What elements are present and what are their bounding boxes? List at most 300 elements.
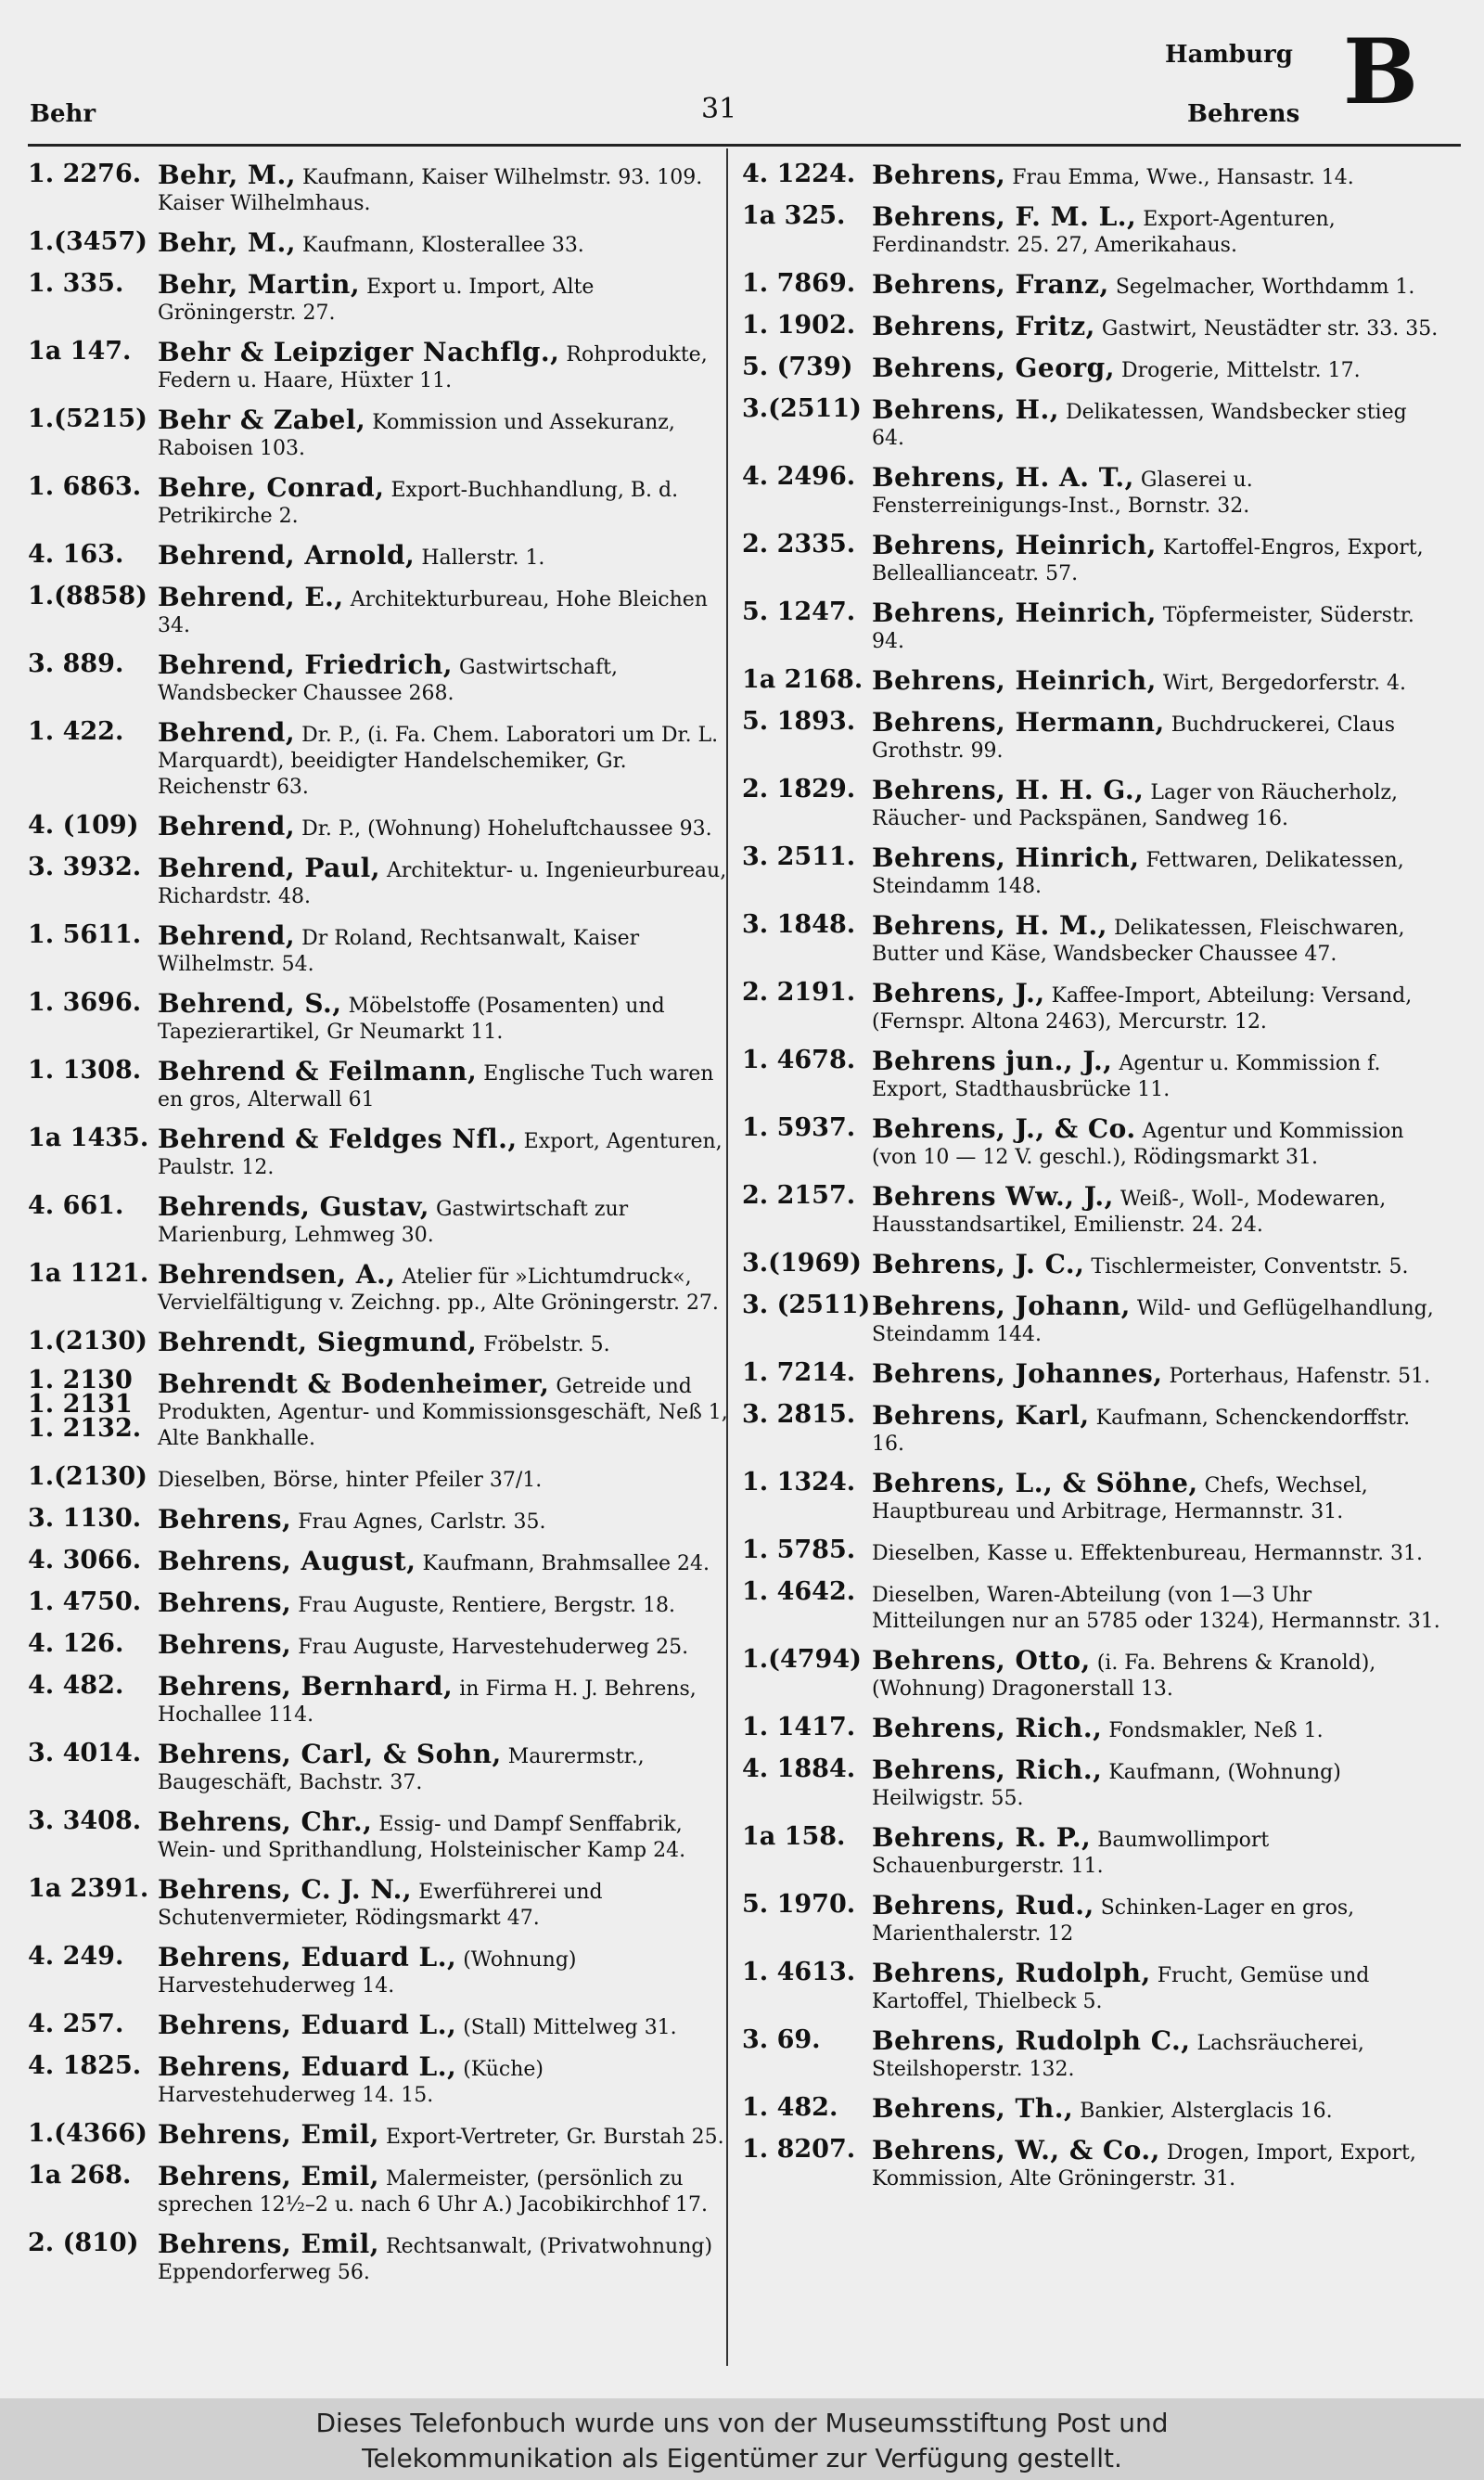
directory-entry bbox=[742, 707, 1442, 765]
phone-number: 1a 1121. bbox=[28, 1259, 149, 1288]
subscriber-name: Behrens, Heinrich, bbox=[872, 598, 1157, 628]
subscriber-name: Behrens, Hermann, bbox=[872, 707, 1165, 738]
phone-number: 1. 422. bbox=[28, 717, 124, 746]
phone-number: 3. 1848. bbox=[742, 910, 856, 939]
directory-entry bbox=[742, 1536, 1442, 1567]
directory-entry bbox=[28, 1671, 728, 1728]
phone-number: 1a 268. bbox=[28, 2161, 132, 2190]
phone-number: 3. 69. bbox=[742, 2025, 821, 2054]
header-letter: B bbox=[1343, 19, 1419, 124]
directory-entry bbox=[28, 920, 728, 978]
entry-text bbox=[872, 462, 1442, 520]
phone-number: 1. 1324. bbox=[742, 1468, 856, 1497]
phone-number: 3.(1969) bbox=[742, 1249, 862, 1278]
entry-text bbox=[872, 1890, 1442, 1947]
phone-number: 1. 6863. bbox=[28, 472, 142, 501]
subscriber-name: Behrend, E., bbox=[158, 582, 344, 612]
subscriber-details: Fettwaren, Delikatessen, Steindamm 148. bbox=[872, 849, 1404, 898]
directory-entry bbox=[742, 201, 1442, 259]
entry-text bbox=[872, 2093, 1442, 2125]
directory-entry bbox=[28, 472, 728, 530]
subscriber-name: Behrens, J., & Co. bbox=[872, 1113, 1136, 1144]
directory-entry bbox=[28, 227, 728, 259]
subscriber-details: Wirt, Bergedorferstr. 4. bbox=[1162, 672, 1406, 695]
subscriber-name: Behrens, Rudolph, bbox=[872, 1958, 1151, 1988]
directory-entry bbox=[742, 1249, 1442, 1280]
entry-text bbox=[158, 1504, 728, 1536]
phone-number: 1. 5785. bbox=[742, 1536, 856, 1564]
entry-text bbox=[872, 598, 1442, 655]
subscriber-name: Behrens, bbox=[158, 1504, 292, 1535]
phone-number: 3. 2815. bbox=[742, 1400, 856, 1429]
phone-number: 2. (810) bbox=[28, 2229, 139, 2257]
subscriber-details: Dieselben, Börse, hinter Pfeiler 37/1. bbox=[158, 1469, 543, 1492]
subscriber-details: Export-Vertreter, Gr. Burstah 25. bbox=[386, 2126, 724, 2149]
directory-entry bbox=[742, 269, 1442, 301]
subscriber-name: Behrens, Bernhard, bbox=[158, 1671, 454, 1702]
subscriber-details: Maurermstr., Baugeschäft, Bachstr. 37. bbox=[158, 1745, 645, 1794]
subscriber-name: Behrens, Rud., bbox=[872, 1890, 1094, 1921]
subscriber-name: Behrendt & Bodenheimer, bbox=[158, 1368, 550, 1399]
directory-entry bbox=[28, 2051, 728, 2109]
subscriber-details: Export-Agenturen, Ferdinandstr. 25. 27, Amerikahaus. bbox=[872, 208, 1336, 257]
subscriber-name: Behrend, bbox=[158, 717, 296, 748]
subscriber-name: Behrens Ww., J., bbox=[872, 1181, 1114, 1212]
phone-number: 1. 5611. bbox=[28, 920, 142, 949]
directory-entry bbox=[28, 2161, 728, 2218]
directory-entry bbox=[28, 405, 728, 462]
phone-number: 5. (739) bbox=[742, 353, 853, 381]
phone-number: 1.(4366) bbox=[28, 2119, 147, 2148]
entry-text bbox=[158, 1462, 728, 1494]
directory-entry bbox=[742, 1713, 1442, 1744]
phone-number: 1a 325. bbox=[742, 201, 846, 230]
subscriber-details: Porterhaus, Hafenstr. 51. bbox=[1169, 1365, 1431, 1388]
entry-text bbox=[158, 811, 728, 842]
header-city: Hamburg bbox=[1165, 41, 1293, 69]
phone-number: 4. 1224. bbox=[742, 160, 856, 188]
phone-number: 4. 249. bbox=[28, 1942, 124, 1971]
header-rule bbox=[28, 144, 1461, 147]
phone-number: 1. 5937. bbox=[742, 1113, 856, 1142]
subscriber-name: Behrens, Th., bbox=[872, 2093, 1074, 2124]
subscriber-name: Behrens, Fritz, bbox=[872, 311, 1095, 341]
subscriber-name: Behrens, bbox=[158, 1587, 292, 1618]
subscriber-name: Behrens, F. M. L., bbox=[872, 201, 1137, 232]
directory-entry bbox=[742, 1291, 1442, 1348]
entry-text bbox=[158, 1874, 728, 1932]
subscriber-name: Behrend & Feldges Nfl., bbox=[158, 1124, 518, 1154]
subscriber-details: Kaufmann, Schenckendorffstr. 16. bbox=[872, 1407, 1411, 1456]
subscriber-details: Möbelstoffe (Posamenten) und Tapezierartikel, Gr Neumarkt 11. bbox=[158, 995, 665, 1044]
subscriber-details: Kartoffel-Engros, Export, Belleallianceatr. 57. bbox=[872, 536, 1424, 585]
subscriber-details: Lager von Räucherholz, Räucher- und Packspänen, Sandweg 16. bbox=[872, 781, 1398, 830]
phone-number: 1. 8207. bbox=[742, 2135, 856, 2164]
subscriber-name: Behrens, Emil, bbox=[158, 2119, 380, 2150]
subscriber-details: Lachsräucherei, Steilshoperstr. 132. bbox=[872, 2032, 1364, 2081]
subscriber-name: Behrens, Franz, bbox=[872, 269, 1109, 300]
entry-text bbox=[158, 1327, 728, 1358]
directory-entry bbox=[28, 2119, 728, 2151]
entry-text bbox=[158, 649, 728, 707]
subscriber-details: Kaufmann, Klosterallee 33. bbox=[302, 234, 584, 257]
entry-text bbox=[158, 1671, 728, 1728]
directory-entry bbox=[742, 160, 1442, 191]
entry-text bbox=[158, 1368, 728, 1452]
directory-entry bbox=[742, 1577, 1442, 1635]
directory-entry bbox=[28, 853, 728, 910]
subscriber-details: Export u. Import, Alte Gröningerstr. 27. bbox=[158, 276, 595, 325]
subscriber-details: Agentur und Kommission (von 10 — 12 V. geschl.), Rödingsmarkt 31. bbox=[872, 1120, 1404, 1169]
directory-entry bbox=[28, 1546, 728, 1577]
directory-entry bbox=[742, 910, 1442, 968]
subscriber-name: Behr & Zabel, bbox=[158, 405, 366, 435]
phone-number: 2. 2157. bbox=[742, 1181, 856, 1210]
directory-entry bbox=[742, 842, 1442, 900]
subscriber-details: Frau Agnes, Carlstr. 35. bbox=[298, 1510, 546, 1534]
page-number: 31 bbox=[701, 93, 737, 125]
subscriber-details: Gastwirtschaft zur Marienburg, Lehmweg 30. bbox=[158, 1198, 629, 1247]
entry-text bbox=[872, 707, 1442, 765]
subscriber-name: Behr, Martin, bbox=[158, 269, 361, 300]
entry-text bbox=[872, 353, 1442, 384]
entry-text bbox=[872, 530, 1442, 587]
phone-number: 1. 7214. bbox=[742, 1358, 856, 1387]
entry-text bbox=[158, 582, 728, 639]
entry-text bbox=[158, 988, 728, 1046]
entry-text bbox=[872, 1536, 1442, 1567]
subscriber-details: Weiß-, Woll-, Modewaren, Hausstandsartikel, Emilienstr. 24. 24. bbox=[872, 1188, 1387, 1237]
entry-text bbox=[158, 1942, 728, 1999]
entry-text bbox=[872, 910, 1442, 968]
phone-number: 1. 4750. bbox=[28, 1587, 142, 1616]
phone-number: 3. 3408. bbox=[28, 1806, 142, 1835]
directory-entry bbox=[28, 1368, 728, 1452]
subscriber-name: Behrens, Johannes, bbox=[872, 1358, 1163, 1389]
subscriber-details: Drogerie, Mittelstr. 17. bbox=[1121, 359, 1361, 382]
subscriber-name: Behrend, Friedrich, bbox=[158, 649, 454, 680]
entry-text bbox=[158, 2010, 728, 2041]
entry-text bbox=[158, 227, 728, 259]
entry-text bbox=[872, 1754, 1442, 1812]
phone-number: 1a 147. bbox=[28, 337, 132, 366]
entry-text bbox=[158, 269, 728, 327]
directory-entry bbox=[742, 598, 1442, 655]
directory-entry bbox=[742, 2135, 1442, 2192]
subscriber-details: Frau Auguste, Rentiere, Bergstr. 18. bbox=[298, 1594, 675, 1617]
subscriber-name: Behrend, S., bbox=[158, 988, 342, 1019]
subscriber-details: Delikatessen, Fleischwaren, Butter und Käse, Wandsbecker Chaussee 47. bbox=[872, 917, 1405, 966]
phone-number: 1a 2168. bbox=[742, 665, 864, 694]
directory-entry bbox=[28, 1191, 728, 1249]
entry-text bbox=[872, 1046, 1442, 1103]
phone-number: 1.(2130) bbox=[28, 1462, 147, 1491]
directory-entry bbox=[28, 337, 728, 394]
directory-entry bbox=[28, 1942, 728, 1999]
directory-entry bbox=[28, 2229, 728, 2286]
phone-number: 5. 1247. bbox=[742, 598, 856, 626]
directory-entry bbox=[28, 1629, 728, 1661]
subscriber-name: Behrens, Otto, bbox=[872, 1645, 1091, 1676]
subscriber-details: Ewerführerei und Schutenvermieter, Rödingsmarkt 47. bbox=[158, 1881, 603, 1930]
subscriber-name: Behr, M., bbox=[158, 160, 297, 190]
subscriber-details: Essig- und Dampf Senffabrik, Wein- und Sprithandlung, Holsteinischer Kamp 24. bbox=[158, 1813, 686, 1862]
directory-entry bbox=[28, 160, 728, 217]
subscriber-name: Behrend, Paul, bbox=[158, 853, 381, 883]
subscriber-details: in Firma H. J. Behrens, Hochallee 114. bbox=[158, 1677, 697, 1727]
subscriber-details: Dr. P., (Wohnung) Hoheluftchaussee 93. bbox=[301, 817, 712, 841]
entry-text bbox=[158, 1587, 728, 1619]
directory-entry bbox=[28, 1587, 728, 1619]
subscriber-name: Behrens, W., & Co., bbox=[872, 2135, 1160, 2165]
directory-entry bbox=[28, 582, 728, 639]
subscriber-name: Behrens, L., & Söhne, bbox=[872, 1468, 1198, 1498]
entry-text bbox=[158, 1124, 728, 1181]
entry-text bbox=[158, 337, 728, 394]
entry-text bbox=[872, 1249, 1442, 1280]
entry-text bbox=[872, 1713, 1442, 1744]
entry-text bbox=[872, 1400, 1442, 1458]
directory-entry bbox=[742, 1958, 1442, 2015]
subscriber-name: Behrens, August, bbox=[158, 1546, 416, 1576]
entry-text bbox=[872, 775, 1442, 832]
subscriber-details: Dr Roland, Rechtsanwalt, Kaiser Wilhelmstr. 54. bbox=[158, 927, 640, 976]
directory-entry bbox=[742, 1358, 1442, 1390]
directory-entry bbox=[28, 1259, 728, 1317]
entry-text bbox=[872, 1822, 1442, 1880]
entry-text bbox=[158, 472, 728, 530]
entry-text bbox=[158, 2119, 728, 2151]
entry-text bbox=[872, 311, 1442, 342]
subscriber-name: Behrendsen, A., bbox=[158, 1259, 396, 1290]
subscriber-details: Kaffee-Import, Abteilung: Versand, (Fernspr. Altona 2463), Mercurstr. 12. bbox=[872, 984, 1413, 1034]
entry-text bbox=[158, 1259, 728, 1317]
subscriber-details: Wild- und Geflügelhandlung, Steindamm 144. bbox=[872, 1297, 1434, 1346]
phone-number: 5. 1970. bbox=[742, 1890, 856, 1919]
subscriber-name: Behrens, R. P., bbox=[872, 1822, 1092, 1853]
subscriber-name: Behrens, Emil, bbox=[158, 2229, 380, 2259]
directory-entry bbox=[742, 2025, 1442, 2083]
entry-text bbox=[158, 1191, 728, 1249]
phone-number: 1. 1417. bbox=[742, 1713, 856, 1741]
phone-number: 4. 482. bbox=[28, 1671, 124, 1700]
phone-number: 4. 1884. bbox=[742, 1754, 856, 1783]
subscriber-name: Behrend, Arnold, bbox=[158, 540, 416, 571]
phone-number: 1. 4642. bbox=[742, 1577, 856, 1606]
phone-number: 1. 335. bbox=[28, 269, 124, 298]
phone-number: 1.(4794) bbox=[742, 1645, 862, 1674]
entry-text bbox=[158, 2161, 728, 2218]
entry-text bbox=[872, 842, 1442, 900]
entry-text bbox=[158, 853, 728, 910]
subscriber-name: Behrens, H., bbox=[872, 394, 1059, 425]
directory-entry bbox=[28, 1462, 728, 1494]
phone-number: 4. 3066. bbox=[28, 1546, 142, 1574]
subscriber-details: Kaufmann, Kaiser Wilhelmstr. 93. 109. Kaiser Wilhelmhaus. bbox=[158, 166, 703, 215]
subscriber-name: Behrens, Eduard L., bbox=[158, 2010, 457, 2040]
entry-text bbox=[872, 1958, 1442, 2015]
entry-text bbox=[158, 920, 728, 978]
entry-text bbox=[872, 1181, 1442, 1239]
directory-entry bbox=[742, 978, 1442, 1035]
directory-entry bbox=[28, 2010, 728, 2041]
subscriber-details: Export, Agenturen, Paulstr. 12. bbox=[158, 1130, 723, 1179]
subscriber-name: Behr & Leipziger Nachflg., bbox=[158, 337, 560, 367]
entry-text bbox=[872, 394, 1442, 452]
directory-entry bbox=[742, 394, 1442, 452]
phone-number: 1. 7869. bbox=[742, 269, 856, 298]
directory-entry bbox=[28, 1504, 728, 1536]
subscriber-name: Behrens, H. M., bbox=[872, 910, 1107, 941]
subscriber-name: Behrens, Carl, & Sohn, bbox=[158, 1739, 502, 1769]
subscriber-details: Baumwollimport Schauenburgerstr. 11. bbox=[872, 1829, 1270, 1878]
directory-entry bbox=[28, 1056, 728, 1113]
directory-entry bbox=[28, 1806, 728, 1864]
subscriber-details: Kommission und Assekuranz, Raboisen 103. bbox=[158, 411, 675, 460]
entry-text bbox=[158, 2051, 728, 2109]
phone-number: 3. 4014. bbox=[28, 1739, 142, 1767]
subscriber-name: Behrens, H. H. G., bbox=[872, 775, 1145, 805]
subscriber-details: Hallerstr. 1. bbox=[421, 546, 545, 570]
subscriber-name: Behrens, J., bbox=[872, 978, 1045, 1009]
right-column bbox=[742, 160, 1442, 2203]
subscriber-name: Behrens, C. J. N., bbox=[158, 1874, 413, 1905]
phone-number: 3. 1130. bbox=[28, 1504, 142, 1533]
phone-number: 2. 2335. bbox=[742, 530, 856, 559]
directory-entry bbox=[742, 1400, 1442, 1458]
subscriber-name: Behrens, Emil, bbox=[158, 2161, 380, 2191]
phone-number: 1a 2391. bbox=[28, 1874, 149, 1903]
subscriber-details: Gastwirtschaft, Wandsbecker Chaussee 268. bbox=[158, 656, 618, 705]
phone-number: 1. 1308. bbox=[28, 1056, 142, 1085]
directory-entry bbox=[28, 649, 728, 707]
subscriber-name: Behrens, bbox=[872, 160, 1006, 190]
entry-text bbox=[872, 269, 1442, 301]
phone-number: 3. (2511) bbox=[742, 1291, 871, 1319]
directory-entry bbox=[742, 1113, 1442, 1171]
phone-number: 1. 482. bbox=[742, 2093, 838, 2122]
directory-entry bbox=[742, 775, 1442, 832]
directory-entry bbox=[742, 665, 1442, 697]
subscriber-details: Tischlermeister, Conventstr. 5. bbox=[1091, 1255, 1409, 1279]
subscriber-name: Behrens, Rudolph C., bbox=[872, 2025, 1191, 2056]
subscriber-details: Dieselben, Kasse u. Effektenbureau, Hermannstr. 31. bbox=[872, 1542, 1423, 1565]
subscriber-name: Behrens, Hinrich, bbox=[872, 842, 1140, 873]
footer-notice bbox=[0, 2398, 1484, 2480]
entry-text bbox=[872, 1577, 1442, 1635]
phone-number: 3. 2511. bbox=[742, 842, 856, 871]
subscriber-details: Englische Tuch waren en gros, Alterwall 61 bbox=[158, 1062, 714, 1112]
header-left-keyword: Behr bbox=[30, 100, 96, 128]
entry-text bbox=[158, 717, 728, 801]
entry-text bbox=[872, 665, 1442, 697]
subscriber-name: Behrens jun., J., bbox=[872, 1046, 1113, 1076]
directory-entry bbox=[28, 811, 728, 842]
directory-entry bbox=[28, 540, 728, 572]
subscriber-details: Schinken-Lager en gros, Marienthalerstr. 12 bbox=[872, 1896, 1355, 1946]
directory-entry bbox=[28, 269, 728, 327]
entry-text bbox=[872, 160, 1442, 191]
footer-line-1: Dieses Telefonbuch wurde uns von der Museumsstiftung Post und bbox=[315, 2408, 1169, 2438]
phone-number: 1.(2130) bbox=[28, 1327, 147, 1356]
phone-number: 1. 4613. bbox=[742, 1958, 856, 1986]
subscriber-details: Architekturbureau, Hohe Bleichen 34. bbox=[158, 588, 708, 637]
entry-text bbox=[158, 1806, 728, 1864]
phone-number: 3. 3932. bbox=[28, 853, 142, 881]
directory-entry bbox=[28, 1327, 728, 1358]
entry-text bbox=[158, 1056, 728, 1113]
subscriber-details: Frau Emma, Wwe., Hansastr. 14. bbox=[1012, 166, 1354, 189]
subscriber-name: Behrens, Karl, bbox=[872, 1400, 1090, 1431]
directory-entry bbox=[742, 2093, 1442, 2125]
entry-text bbox=[158, 160, 728, 217]
phone-number: 1. 2276. bbox=[28, 160, 142, 188]
phone-number: 1. 2130 1. 2131 1. 2132. bbox=[28, 1366, 142, 1443]
subscriber-name: Behrens, H. A. T., bbox=[872, 462, 1134, 493]
subscriber-details: Chefs, Wechsel, Hauptbureau und Arbitrage, Hermannstr. 31. bbox=[872, 1474, 1368, 1523]
directory-entry bbox=[28, 1739, 728, 1796]
phone-number: 5. 1893. bbox=[742, 707, 856, 736]
phone-number: 3. 889. bbox=[28, 649, 124, 678]
directory-entry bbox=[28, 988, 728, 1046]
subscriber-details: (Stall) Mittelweg 31. bbox=[463, 2016, 677, 2039]
subscriber-name: Behrens, Heinrich, bbox=[872, 530, 1157, 560]
subscriber-details: (i. Fa. Behrens & Kranold), (Wohnung) Dragonerstall 13. bbox=[872, 1651, 1376, 1701]
subscriber-name: Behrens, Eduard L., bbox=[158, 2051, 457, 2082]
subscriber-name: Behrens, Heinrich, bbox=[872, 665, 1157, 696]
directory-entry bbox=[28, 1874, 728, 1932]
subscriber-details: Glaserei u. Fensterreinigungs-Inst., Bornstr. 32. bbox=[872, 469, 1253, 518]
entry-text bbox=[872, 978, 1442, 1035]
subscriber-details: Delikatessen, Wandsbecker stieg 64. bbox=[872, 401, 1407, 450]
subscriber-details: Dieselben, Waren-Abteilung (von 1—3 Uhr Mitteilungen nur an 5785 oder 1324), Hermannstr. 31. bbox=[872, 1584, 1440, 1633]
subscriber-details: Rohprodukte, Federn u. Haare, Hüxter 11. bbox=[158, 343, 708, 392]
subscriber-details: Atelier für »Lichtumdruck«, Vervielfältigung v. Zeichng. pp., Alte Gröningerstr. 27. bbox=[158, 1266, 719, 1315]
entry-text bbox=[158, 1629, 728, 1661]
entry-text bbox=[872, 1291, 1442, 1348]
phone-number: 4. 2496. bbox=[742, 462, 856, 491]
subscriber-details: Fröbelstr. 5. bbox=[483, 1333, 610, 1356]
directory-entry bbox=[742, 353, 1442, 384]
subscriber-details: Gastwirt, Neustädter str. 33. 35. bbox=[1101, 317, 1439, 341]
subscriber-details: Drogen, Import, Export, Kommission, Alte Gröningerstr. 31. bbox=[872, 2141, 1416, 2191]
directory-entry bbox=[742, 1046, 1442, 1103]
subscriber-details: Töpfermeister, Süderstr. 94. bbox=[872, 604, 1414, 653]
phone-number: 1.(5215) bbox=[28, 405, 147, 433]
subscriber-details: Export-Buchhandlung, B. d. Petrikirche 2. bbox=[158, 479, 679, 528]
subscriber-details: Segelmacher, Worthdamm 1. bbox=[1115, 276, 1415, 299]
subscriber-name: Behrens, Georg, bbox=[872, 353, 1116, 383]
directory-entry bbox=[742, 1754, 1442, 1812]
subscriber-name: Behrendt, Siegmund, bbox=[158, 1327, 478, 1357]
entry-text bbox=[158, 1739, 728, 1796]
subscriber-name: Behrend & Feilmann, bbox=[158, 1056, 478, 1086]
directory-entry bbox=[742, 1822, 1442, 1880]
entry-text bbox=[158, 2229, 728, 2286]
subscriber-details: Frucht, Gemüse und Kartoffel, Thielbeck 5. bbox=[872, 1964, 1370, 2013]
subscriber-name: Behrens, bbox=[158, 1629, 292, 1660]
subscriber-name: Behrens, Johann, bbox=[872, 1291, 1131, 1321]
subscriber-details: Kaufmann, Brahmsallee 24. bbox=[422, 1552, 710, 1575]
subscriber-name: Behrend, bbox=[158, 920, 296, 951]
entry-text bbox=[872, 1645, 1442, 1703]
subscriber-details: Getreide und Produkten, Agentur- und Kommissionsgeschäft, Neß 1, Alte Bankhalle. bbox=[158, 1375, 728, 1450]
entry-text bbox=[872, 2135, 1442, 2192]
subscriber-details: (Küche) Harvestehuderweg 14. 15. bbox=[158, 2058, 544, 2107]
directory-entry bbox=[742, 1645, 1442, 1703]
entry-text bbox=[158, 1546, 728, 1577]
directory-entry bbox=[742, 462, 1442, 520]
